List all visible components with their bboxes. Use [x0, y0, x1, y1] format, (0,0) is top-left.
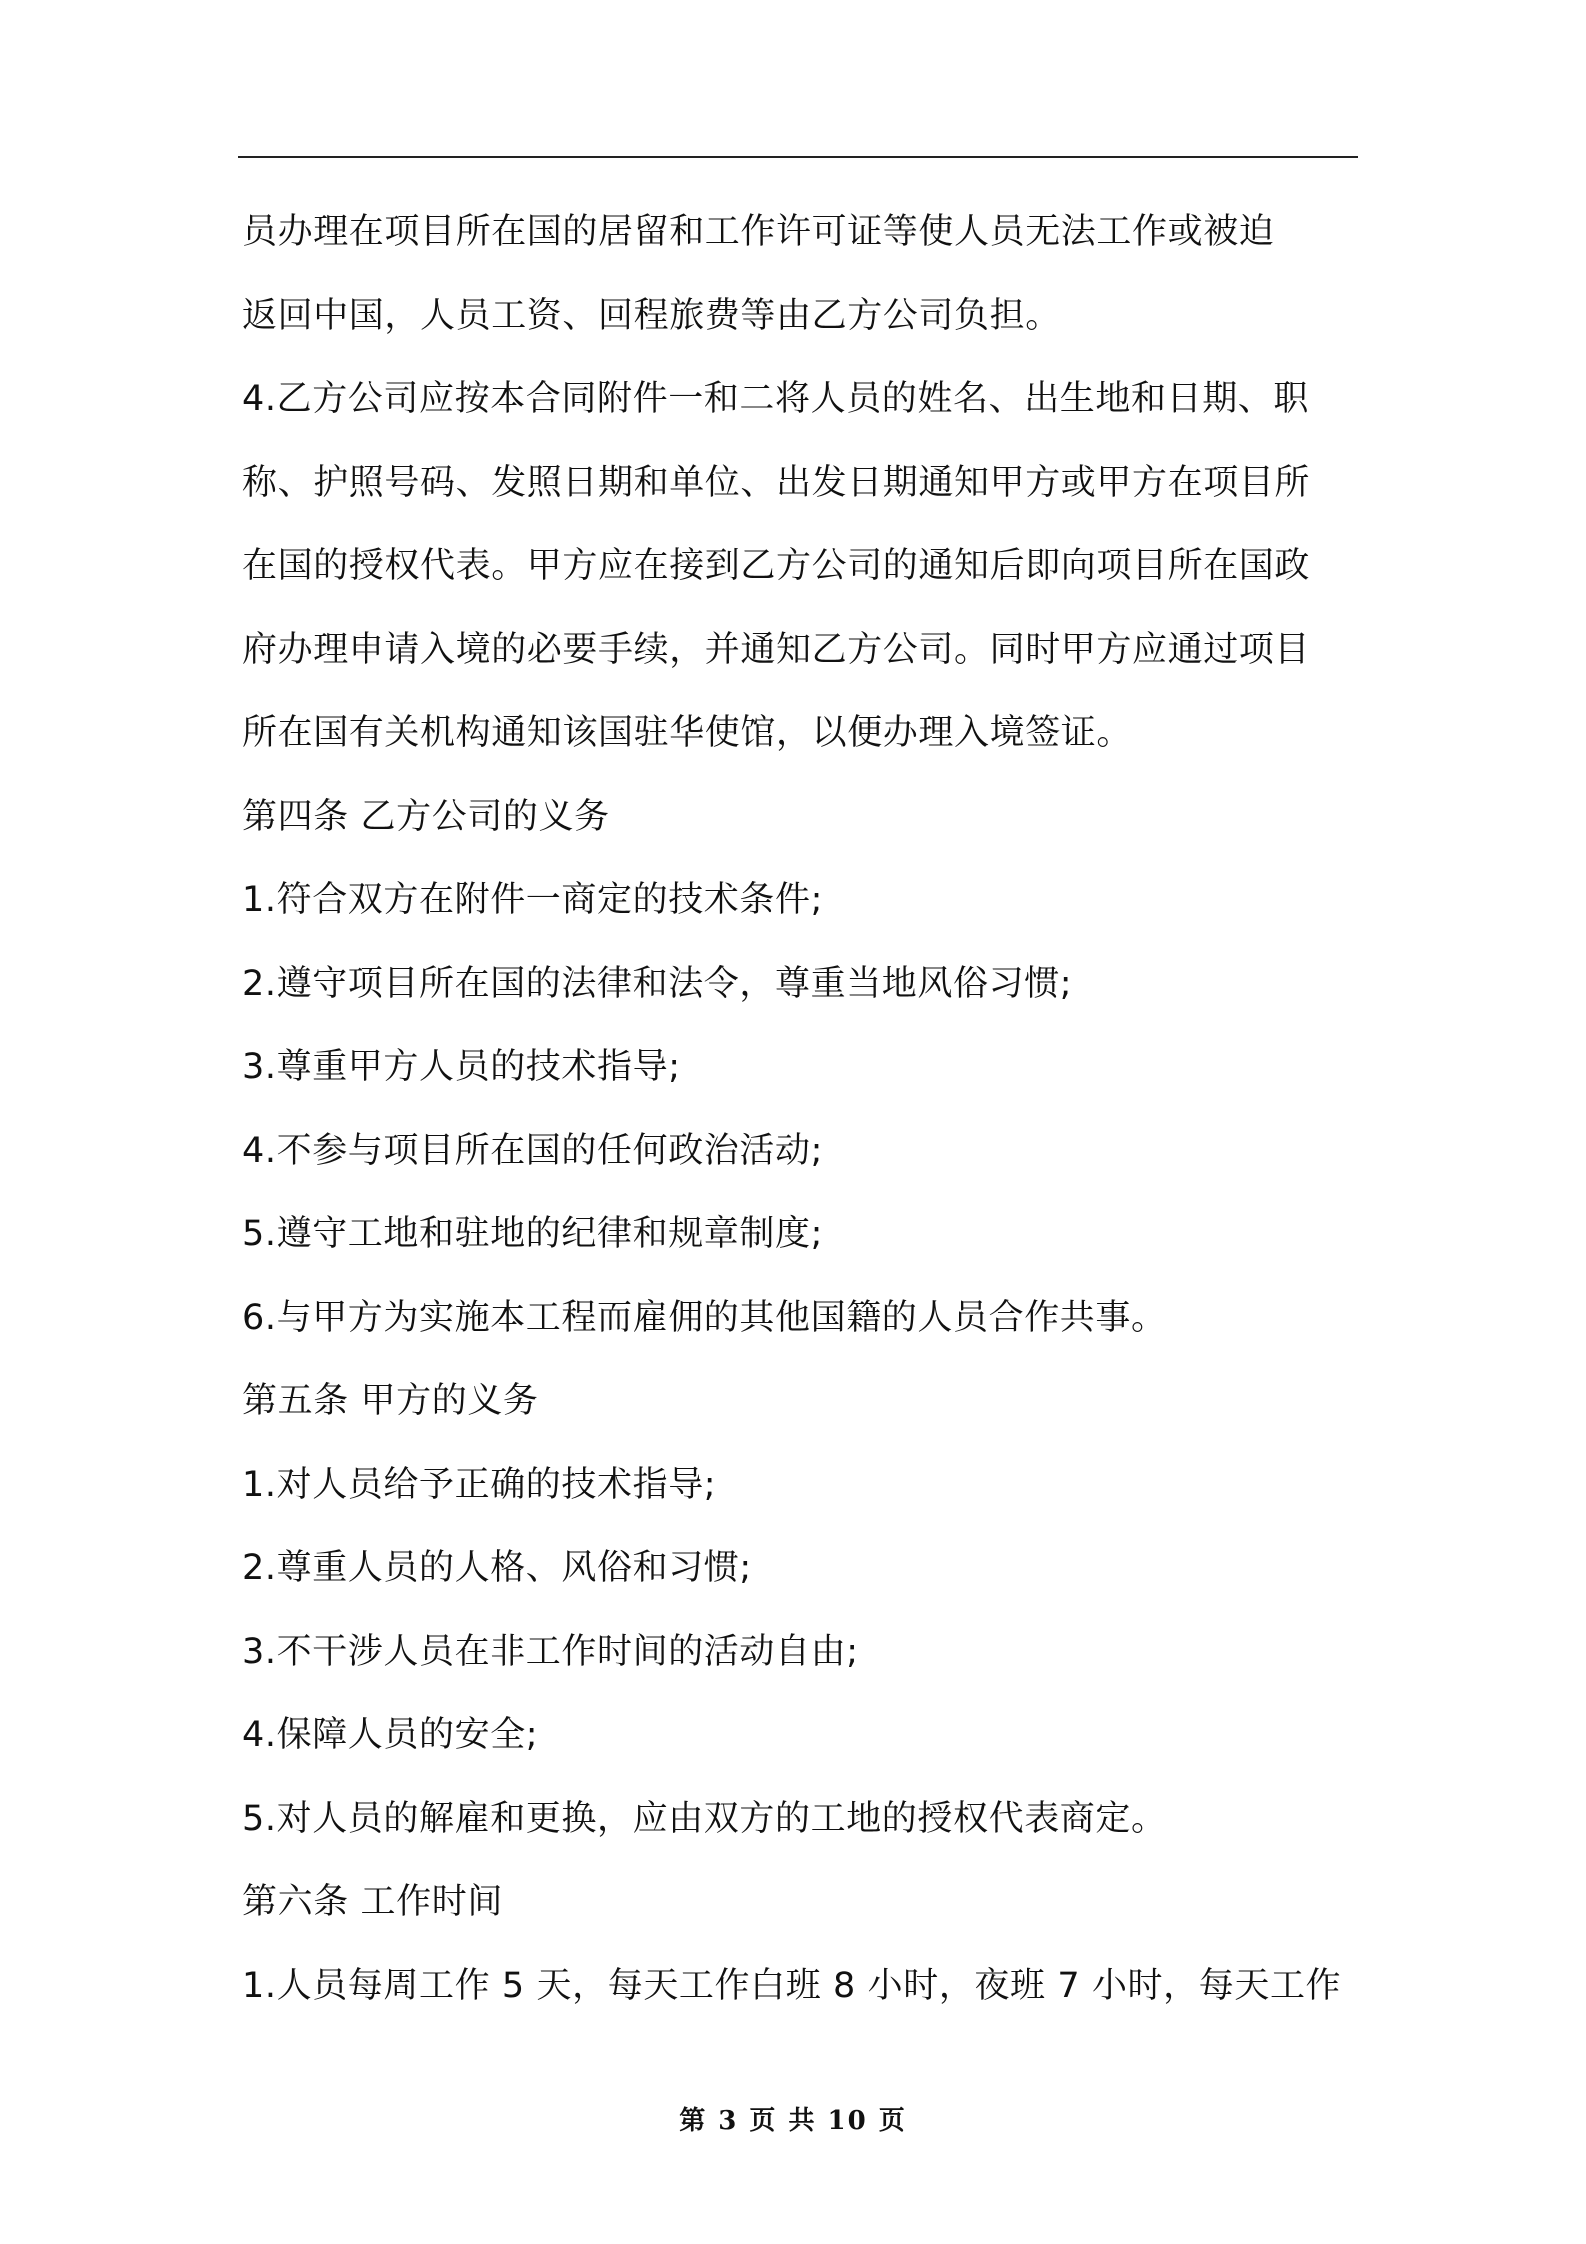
- header-rule: [238, 156, 1358, 158]
- section-heading-article-6: 第六条 工作时间: [242, 1882, 503, 1922]
- text-line: 1.符合双方在附件一商定的技术条件;: [242, 880, 823, 920]
- text-line: 府办理申请入境的必要手续，并通知乙方公司。同时甲方应通过项目: [242, 629, 1311, 670]
- text-line: 所在国有关机构通知该国驻华使馆，以便办理入境签证。: [242, 713, 1133, 753]
- text-line: 1.对人员给予正确的技术指导;: [242, 1464, 717, 1505]
- text-line: 员办理在项目所在国的居留和工作许可证等使人员无法工作或被迫: [242, 212, 1275, 252]
- text-line: 1.人员每周工作 5 天，每天工作白班 8 小时，夜班 7 小时，每天工作: [242, 1965, 1342, 2006]
- text-line: 6.与甲方为实施本工程而雇佣的其他国籍的人员合作共事。: [242, 1297, 1167, 1338]
- text-line: 在国的授权代表。甲方应在接到乙方公司的通知后即向项目所在国政: [242, 546, 1311, 586]
- text-line: 4.不参与项目所在国的任何政治活动;: [242, 1130, 823, 1171]
- text-line: 4.保障人员的安全;: [242, 1715, 539, 1755]
- text-line: 2.尊重人员的人格、风俗和习惯;: [242, 1548, 752, 1588]
- section-heading-article-4: 第四条 乙方公司的义务: [242, 796, 610, 837]
- text-line: 5.对人员的解雇和更换，应由双方的工地的授权代表商定。: [242, 1798, 1167, 1839]
- text-line: 称、护照号码、发照日期和单位、出发日期通知甲方或甲方在项目所: [242, 462, 1311, 503]
- text-line: 3.尊重甲方人员的技术指导;: [242, 1047, 681, 1087]
- document-body: [242, 202, 1362, 2039]
- page-indicator: 第 3 页 共 10 页: [679, 2106, 907, 2136]
- text-line: 3.不干涉人员在非工作时间的活动自由;: [242, 1631, 859, 1672]
- text-line: 4.乙方公司应按本合同附件一和二将人员的姓名、出生地和日期、职: [242, 379, 1309, 419]
- section-heading-article-5: 第五条 甲方的义务: [242, 1381, 539, 1421]
- text-line: 2.遵守项目所在国的法律和法令，尊重当地风俗习惯;: [242, 963, 1073, 1004]
- text-line: 5.遵守工地和驻地的纪律和规章制度;: [242, 1214, 823, 1254]
- text-line: 返回中国，人员工资、回程旅费等由乙方公司负担。: [242, 295, 1061, 336]
